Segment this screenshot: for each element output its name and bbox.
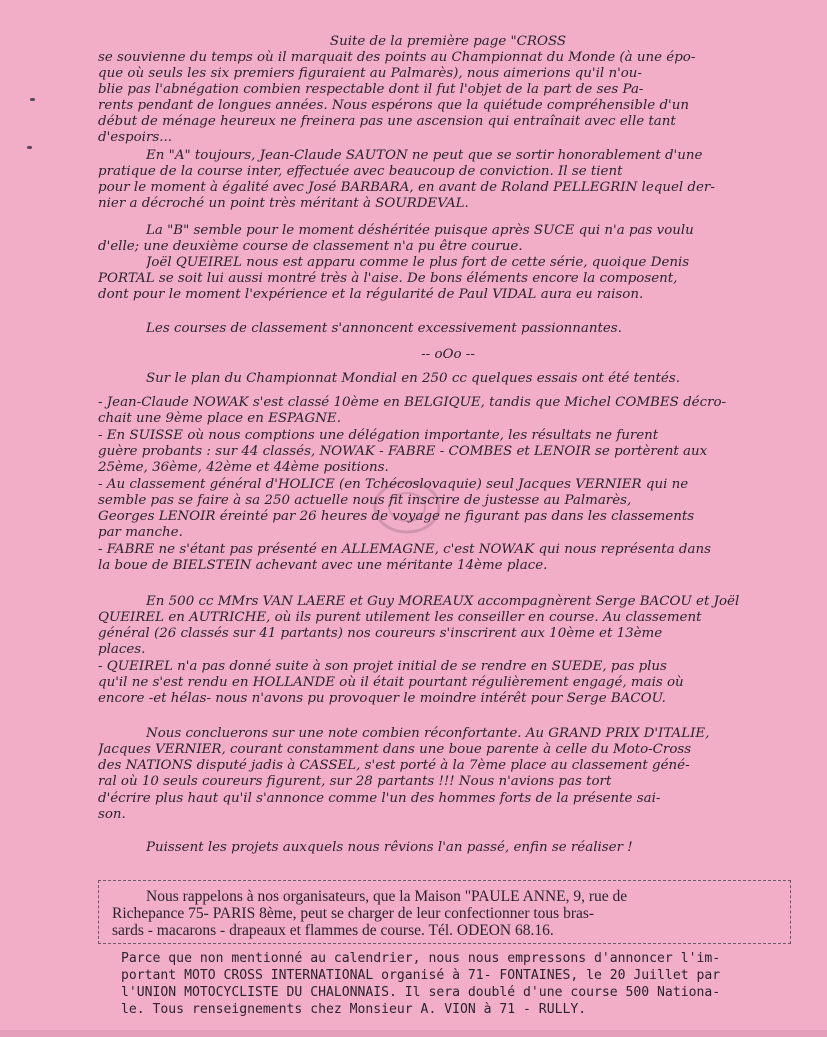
text-line: - FABRE ne s'étant pas présenté en ALLEMAGNE, c'est NOWAK qui nous représenta dans (98, 542, 711, 557)
text-line: général (26 classés sur 41 partants) nos coureurs s'inscrirent aux 10ème et 13ème (98, 626, 663, 641)
text-line: QUEIREL en AUTRICHE, où ils purent utilement les conseiller en course. Au classement (98, 610, 702, 625)
announcement-line: l'UNION MOTOCYCLISTE DU CHALONNAIS. Il sera doublé d'une course 500 Nationa- (121, 985, 721, 1000)
text-line: dont pour le moment l'expérience et la régularité de Paul VIDAL aura eu raison. (98, 287, 644, 302)
text-line: par manche. (98, 525, 183, 540)
text-line: rents pendant de longues années. Nous espérons que la quiétude compréhensible d'un (98, 98, 689, 113)
text-line: Jacques VERNIER, courant constamment dans une boue parente à celle du Moto-Cross (98, 742, 692, 757)
text-line: - QUEIREL n'a pas donné suite à son projet initial de se rendre en SUEDE, pas plus (98, 659, 667, 674)
announcement-line: Parce que non mentionné au calendrier, nous nous empressons d'annoncer l'im- (121, 951, 721, 966)
page-edge (0, 1030, 827, 1037)
text-line: début de ménage heureux ne freinera pas une ascension qui entraînait avec elle tant (98, 114, 676, 129)
text-line: PORTAL se soit lui aussi montré très à l'aise. De bons éléments encore la composent, (98, 271, 678, 286)
text-line: - Jean-Claude NOWAK s'est classé 10ème en BELGIQUE, tandis que Michel COMBES décro- (98, 395, 727, 410)
text-line: d'espoirs... (98, 130, 173, 145)
text-line: Nous concluerons sur une note combien réconfortante. Au GRAND PRIX D'ITALIE, (146, 726, 710, 741)
text-line: pour le moment à égalité avec José BARBARA, en avant de Roland PELLEGRIN lequel der- (98, 180, 715, 195)
text-line: la boue de BIELSTEIN achevant avec une méritante 14ème place. (98, 558, 548, 573)
text-line: - Au classement général d'HOLICE (en Tchécoslovaquie) seul Jacques VERNIER qui ne (98, 477, 689, 492)
announcement-line: le. Tous renseignements chez Monsieur A. VION à 71 - RULLY. (121, 1002, 587, 1017)
text-line: 25ème, 36ème, 42ème et 44ème positions. (98, 460, 389, 475)
text-line: Joël QUEIREL nous est apparu comme le plus fort de cette série, quoique Denis (146, 255, 690, 270)
text-line: nier a décroché un point très méritant à SOURDEVAL. (98, 196, 469, 211)
text-line: blie pas l'abnégation combien respectable dont il fut l'objet de la part de ses Pa- (98, 82, 644, 97)
text-line: Georges LENOIR éreinté par 26 heures de voyage ne figurant pas dans les classements (98, 509, 695, 524)
text-line: La "B" semble pour le moment déshéritée puisque après SUCE qui n'a pas voulu (146, 223, 694, 238)
separator: -- oOo -- (421, 347, 475, 362)
text-line: En 500 cc MMrs VAN LAERE et Guy MOREAUX accompagnèrent Serge BACOU et Joël (146, 594, 740, 609)
text-line: semble pas se faire à sa 250 actuelle nous fit inscrire de justesse au Palmarès, (98, 493, 632, 508)
text-line: son. (98, 807, 126, 822)
text-line: des NATIONS disputé jadis à CASSEL, s'est porté à la 7ème place au classement géné- (98, 758, 690, 773)
text-line: encore -et hélas- nous n'avons pu provoquer le moindre intérêt pour Serge BACOU. (98, 691, 666, 706)
text-line: que où seuls les six premiers figuraient au Palmarès), nous aimerions qu'il n'ou- (98, 66, 642, 81)
text-line: se souvienne du temps où il marquait des points au Championnat du Monde (à une épo- (98, 50, 696, 65)
announcement-line: portant MOTO CROSS INTERNATIONAL organisé à 71- FONTAINES, le 20 Juillet par (121, 968, 721, 983)
text-line: d'elle; une deuxième course de classement n'a pu être courue. (98, 239, 523, 254)
notice-line: sards - macarons - drapeaux et flammes de course. Tél. ODEON 68.16. (112, 922, 554, 939)
notice-line: Nous rappelons à nos organisateurs, que la Maison "PAULE ANNE, 9, rue de (146, 888, 628, 905)
text-line: d'écrire plus haut qu'il s'annonce comme l'un des hommes forts de la présente sai- (98, 791, 661, 806)
text-line: places. (98, 642, 146, 657)
text-line: Les courses de classement s'annoncent excessivement passionnantes. (146, 321, 622, 336)
text-line: guère probants : sur 44 classés, NOWAK - FABRE - COMBES et LENOIR se portèrent aux (98, 444, 708, 459)
text-line: Sur le plan du Championnat Mondial en 250 cc quelques essais ont été tentés. (146, 371, 680, 386)
margin-mark (27, 146, 32, 149)
notice-line: Richepance 75- PARIS 8ème, peut se charger de leur confectionner tous bras- (112, 905, 595, 922)
margin-mark (30, 98, 35, 101)
text-line: En "A" toujours, Jean-Claude SAUTON ne peut que se sortir honorablement d'une (146, 148, 703, 163)
text-line: pratique de la course inter, effectuée avec beaucoup de conviction. Il se tient (98, 164, 623, 179)
text-line: qu'il ne s'est rendu en HOLLANDE où il était pourtant régulièrement engagé, mais où (98, 675, 684, 690)
text-line: ral où 10 seuls coureurs figurent, sur 28 partants !!! Nous n'avions pas tort (98, 774, 612, 789)
page-header: Suite de la première page "CROSS (329, 34, 567, 49)
text-line: chait une 9ème place en ESPAGNE. (98, 411, 341, 426)
text-line: Puissent les projets auxquels nous rêvions l'an passé, enfin se réaliser ! (146, 840, 633, 855)
text-line: - En SUISSE où nous comptions une délégation importante, les résultats ne furent (98, 428, 659, 443)
